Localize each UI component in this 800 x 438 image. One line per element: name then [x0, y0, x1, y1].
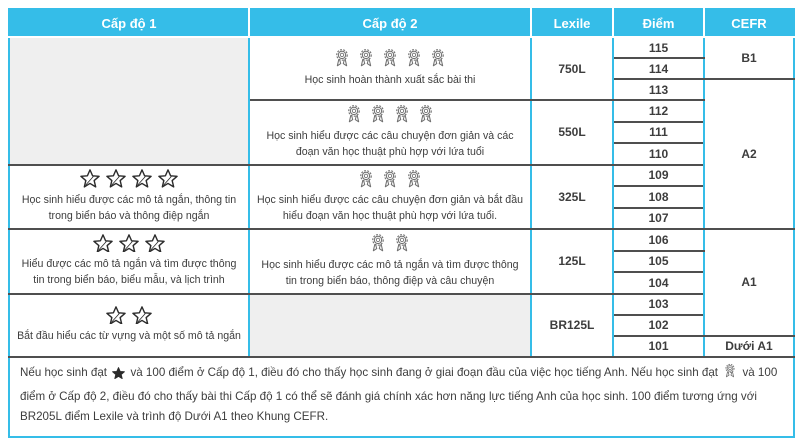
level1-text: Bắt đầu hiểu các từ vựng và một số mô tả ngắn [17, 329, 241, 342]
cefr-cell: A1 [704, 229, 794, 336]
header-row [9, 9, 794, 37]
star-rating [10, 166, 248, 191]
medal-icon [381, 48, 399, 72]
column-header-score: Điểm [613, 9, 704, 37]
medal-icon [393, 233, 411, 257]
level2-cell [249, 294, 531, 357]
column-header-level1: Cấp độ 1 [9, 9, 249, 37]
medal-icon [333, 48, 351, 72]
score-cell: 110 [613, 143, 704, 165]
medal-icon [357, 169, 375, 193]
footnote [9, 357, 794, 438]
table-row [9, 37, 794, 58]
table-row [9, 165, 794, 187]
medal-icon [405, 48, 423, 72]
score-cell: 112 [613, 100, 704, 122]
star-icon [158, 169, 178, 191]
cefr-cell: Dưới A1 [704, 336, 794, 357]
level2-cell [249, 165, 531, 230]
star-icon [93, 234, 113, 256]
score-cell: 102 [613, 315, 704, 336]
footnote-text: và 100 điểm ở Cấp độ 2, điều đó cho thấy bài thi Cấp độ 1 có thể sẽ đánh giá chính xác hơn năng lực tiếng Anh của học sinh. 100 điểm tương ứng với BR205L điểm Lexile và trình độ Dưới A1 theo Khung CEFR. [20, 365, 778, 424]
level2-text: Học sinh hiểu được các mô tả ngắn và tìm được thông tin trong biển báo, thông điệp và câu chuyện [261, 258, 519, 287]
score-cell: 115 [613, 37, 704, 58]
cefr-cell: A2 [704, 79, 794, 229]
medal-icon [369, 233, 387, 257]
star-rating [10, 231, 248, 256]
star-icon [119, 234, 139, 256]
level1-text: Học sinh hiểu được các mô tả ngắn, thông tin trong biển báo và thông điệp ngắn [21, 193, 237, 222]
level1-cell [9, 294, 249, 357]
lexile-cell: 550L [531, 100, 613, 165]
footnote-text: và 100 điểm ở Cấp độ 1, điều đó cho thấy học sinh đang ở giai đoạn đầu của việc học tiếng Anh. Nếu học sinh đạt [127, 365, 722, 379]
column-header-lexile: Lexile [531, 9, 613, 37]
star-icon [112, 369, 125, 382]
score-cell: 111 [613, 122, 704, 144]
star-icon [132, 306, 152, 328]
lexile-cell: 750L [531, 37, 613, 100]
medal-icon [723, 363, 737, 386]
star-icon [132, 169, 152, 191]
medal-rating [250, 45, 530, 72]
score-cell: 104 [613, 272, 704, 294]
medal-icon [381, 169, 399, 193]
score-cell: 109 [613, 165, 704, 187]
score-cell: 101 [613, 336, 704, 357]
level2-cell [249, 100, 531, 165]
star-filled-icon [112, 366, 125, 387]
score-cell: 105 [613, 251, 704, 273]
score-mapping-page [8, 8, 795, 438]
footnote-row [9, 357, 794, 438]
level2-text: Học sinh hiểu được các câu chuyện đơn giản và bắt đầu hiểu đoạn văn học thuật phù hợp với lứa tuổi. [257, 194, 523, 223]
medal-icon [723, 369, 737, 382]
medal-icon [429, 48, 447, 72]
medal-rating [250, 166, 530, 193]
score-cell: 114 [613, 58, 704, 79]
column-header-cefr: CEFR [704, 9, 794, 37]
medal-icon [345, 104, 363, 128]
lexile-cell: 125L [531, 229, 613, 294]
medal-icon [369, 104, 387, 128]
score-cell: 108 [613, 186, 704, 208]
level2-cell [249, 229, 531, 294]
table-row [9, 294, 794, 315]
score-cell: 106 [613, 229, 704, 251]
star-icon [106, 169, 126, 191]
medal-icon [357, 48, 375, 72]
table-row [9, 229, 794, 251]
star-icon [106, 306, 126, 328]
medal-icon [405, 169, 423, 193]
medal-icon [393, 104, 411, 128]
score-cell: 113 [613, 79, 704, 100]
star-icon [145, 234, 165, 256]
star-rating [10, 303, 248, 328]
score-cell: 107 [613, 208, 704, 230]
column-header-level2: Cấp độ 2 [249, 9, 531, 37]
medal-icon [417, 104, 435, 128]
level1-cell [9, 37, 249, 165]
medal-rating [250, 230, 530, 257]
footnote-text: Nếu học sinh đạt [20, 365, 111, 379]
level2-text: Học sinh hiểu được các câu chuyện đơn giản và các đoạn văn học thuật phù hợp với lứa tuổi [266, 129, 514, 158]
lexile-cell: BR125L [531, 294, 613, 357]
level1-text: Hiểu được các mô tả ngắn và tìm được thông tin trong biển báo, biểu mẫu, và lịch trình [21, 258, 237, 287]
level2-text: Học sinh hoàn thành xuất sắc bài thi [304, 73, 476, 86]
cefr-cell: B1 [704, 37, 794, 79]
score-mapping-table [8, 8, 795, 438]
lexile-cell: 325L [531, 165, 613, 230]
level1-cell [9, 229, 249, 294]
star-icon [80, 169, 100, 191]
level1-cell [9, 165, 249, 230]
medal-rating [250, 101, 530, 128]
level2-cell [249, 37, 531, 100]
score-cell: 103 [613, 294, 704, 315]
